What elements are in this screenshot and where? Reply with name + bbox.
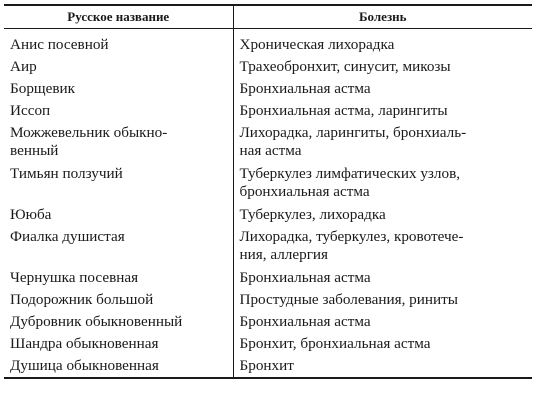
- plants-diseases-table-wrapper: [4, 4, 532, 379]
- table-row: [4, 203, 532, 225]
- cell-plant-name: Подорожник большой: [4, 288, 233, 310]
- table-row: [4, 288, 532, 310]
- cell-plant-name: Чернушка посевная: [4, 266, 233, 288]
- cell-plant-name: Можжевельник обыкно- венный: [4, 121, 233, 162]
- cell-plant-name: Ююба: [4, 203, 233, 225]
- table-row: [4, 225, 532, 266]
- table-row: [4, 162, 532, 203]
- cell-disease: Бронхиальная астма, ларингиты: [239, 102, 448, 119]
- cell-plant-name: Дубровник обыкновенный: [4, 310, 233, 332]
- cell-plant-name: Шандра обыкновенная: [4, 332, 233, 354]
- cell-disease: Бронхиальная астма: [239, 313, 371, 330]
- header-disease: Болезнь: [233, 5, 532, 29]
- cell-plant-name: Борщевик: [4, 77, 233, 99]
- cell-plant-name: Аир: [4, 55, 233, 77]
- cell-disease: Трахеобронхит, синусит, микозы: [239, 58, 451, 75]
- cell-disease: Простудные заболевания, риниты: [239, 291, 458, 308]
- table-row: [4, 29, 532, 56]
- table-row: [4, 121, 532, 162]
- cell-disease: Бронхиальная астма: [239, 269, 371, 286]
- cell-plant-name: Анис посевной: [4, 29, 233, 56]
- cell-disease: Бронхиальная астма: [239, 80, 371, 97]
- cell-disease: Туберкулез лимфатических узлов, бронхиальная астма: [239, 165, 461, 200]
- table-row: [4, 77, 532, 99]
- table-row: [4, 266, 532, 288]
- table-row: [4, 310, 532, 332]
- cell-disease: Бронхит: [233, 354, 532, 378]
- cell-plant-name: Иссоп: [4, 99, 233, 121]
- cell-disease: Туберкулез, лихорадка: [239, 206, 386, 223]
- header-row: [4, 5, 532, 29]
- table-row: [4, 55, 532, 77]
- table-body: [4, 29, 532, 379]
- cell-disease: Лихорадка, ларингиты, бронхиаль- ная астма: [239, 124, 467, 159]
- table-row: [4, 354, 532, 378]
- table-row: [4, 332, 532, 354]
- cell-disease: Лихорадка, туберкулез, кровотече- ния, аллергия: [239, 228, 464, 263]
- cell-plant-name: Душица обыкновенная: [4, 354, 233, 378]
- table-header: [4, 5, 532, 29]
- header-russian-name: Русское название: [4, 5, 233, 29]
- cell-disease: Бронхит, бронхиальная астма: [239, 335, 431, 352]
- cell-plant-name: Тимьян ползучий: [4, 162, 233, 203]
- cell-plant-name: Фиалка душистая: [4, 225, 233, 266]
- table-row: [4, 99, 532, 121]
- cell-disease: Хроническая лихорадка: [239, 36, 395, 53]
- plants-diseases-table: [4, 4, 532, 379]
